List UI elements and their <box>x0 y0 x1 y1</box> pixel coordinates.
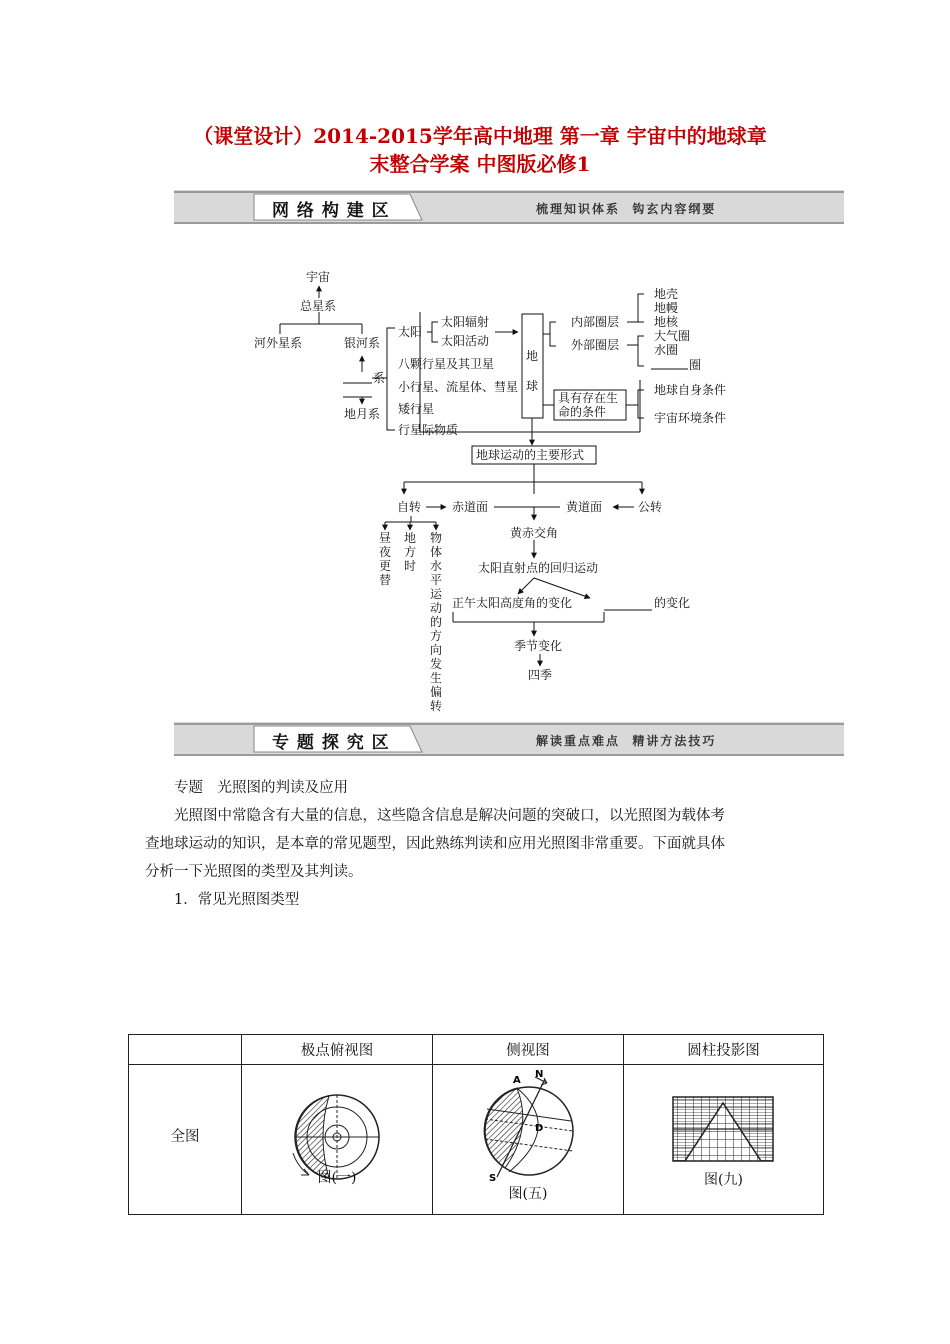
map-interplanetary: 行星际物质 <box>398 423 459 437</box>
map-mantle: 地幔 <box>654 301 679 315</box>
map-earth-moon: 地月系 <box>344 407 381 421</box>
map-change-of: 的变化 <box>654 596 691 610</box>
map-earth-char2: 球 <box>526 379 539 393</box>
map-crust: 地壳 <box>654 287 679 301</box>
title-line-1: （课堂设计）2014-2015学年高中地理 第一章 宇宙中的地球章 <box>193 124 767 148</box>
map-earth-char1: 地 <box>526 349 539 363</box>
map-planets: 八颗行星及其卫星 <box>398 357 495 371</box>
map-deflection-3: 平 <box>430 573 443 587</box>
map-activity: 太阳活动 <box>441 334 490 348</box>
table-header-empty <box>129 1035 242 1065</box>
side-view-cell <box>433 1065 624 1215</box>
map-inner-layers: 内部圈层 <box>571 315 620 329</box>
map-self-cond: 地球自身条件 <box>654 383 727 397</box>
map-life-cond-2: 命的条件 <box>558 405 607 419</box>
banner-tag: 专 题 探 究 区 <box>272 733 390 753</box>
document-title <box>130 122 830 178</box>
map-deflection-4: 运 <box>430 587 443 601</box>
row-label-text: 全图 <box>170 1129 200 1145</box>
map-revolution: 公转 <box>638 500 663 514</box>
map-outer-layers: 外部圈层 <box>571 338 620 352</box>
cylinder-view-cell <box>624 1065 824 1215</box>
cylinder-view-figure <box>669 1091 779 1171</box>
side-label-a: A <box>513 1075 521 1086</box>
body-line-2: 查地球运动的知识，是本章的常见题型，因此熟练判读和应用光照图非常重要。下面就具体 <box>145 836 725 852</box>
map-small-bodies: 小行星、流星体、彗星 <box>398 380 519 394</box>
map-daynight-0: 昼 <box>379 531 392 545</box>
map-subsolar: 太阳直射点的回归运动 <box>478 561 599 575</box>
map-motion-box: 地球运动的主要形式 <box>476 448 585 462</box>
side-label-d: D <box>535 1123 544 1134</box>
banner-tag: 网 络 构 建 区 <box>272 201 390 221</box>
map-ecliptic-plane: 黄道面 <box>566 500 603 514</box>
side-view-figure <box>473 1069 583 1187</box>
map-total-galaxy: 总星系 <box>300 299 337 313</box>
map-dwarf: 矮行星 <box>398 402 435 416</box>
caption-fig-1: 图(一) <box>317 1170 357 1186</box>
map-localtime-0: 地 <box>404 531 417 545</box>
polar-view-cell <box>242 1065 433 1215</box>
map-radiation: 太阳辐射 <box>441 315 490 329</box>
map-daynight-2: 更 <box>379 559 392 573</box>
map-deflection-9: 发 <box>430 657 443 671</box>
map-deflection-2: 水 <box>430 559 443 573</box>
caption-fig-9: 图(九) <box>704 1172 743 1188</box>
title-line-2: 末整合学案 中图版必修1 <box>369 152 591 176</box>
map-core: 地核 <box>654 315 679 329</box>
concept-map <box>240 262 727 713</box>
map-four-seasons: 四季 <box>528 668 553 682</box>
light-map-table <box>128 1034 824 1215</box>
map-equator-plane: 赤道面 <box>452 500 489 514</box>
item-1: 1．常见光照图类型 <box>174 892 300 908</box>
banner-network <box>174 190 844 224</box>
map-deflection-0: 物 <box>430 531 443 545</box>
map-cosmic-cond: 宇宙环境条件 <box>654 411 727 425</box>
body-line-1: 光照图中常隐含有大量的信息，这些隐含信息是解决问题的突破口，以光照图为载体考 <box>174 808 725 824</box>
map-deflection-8: 向 <box>430 643 443 657</box>
map-sun: 太阳 <box>398 325 423 339</box>
banner-topics <box>174 722 844 756</box>
map-noon-angle: 正午太阳高度角的变化 <box>452 596 573 610</box>
map-deflection-1: 体 <box>430 545 443 559</box>
map-system-blank: 系 <box>373 371 386 385</box>
map-atmosphere: 大气圈 <box>654 329 691 343</box>
map-rotation: 自转 <box>397 500 422 514</box>
map-deflection-12: 转 <box>430 699 443 713</box>
topic-heading: 专题 光照图的判读及应用 <box>174 780 348 796</box>
row-label <box>129 1065 242 1215</box>
map-deflection-11: 偏 <box>430 685 443 699</box>
table-header-cylinder: 圆柱投影图 <box>624 1035 824 1065</box>
banner-subtitle: 梳理知识体系 钩玄内容纲要 <box>536 202 717 216</box>
map-obliquity: 黄赤交角 <box>510 526 559 540</box>
banner-subtitle: 解读重点难点 精讲方法技巧 <box>536 734 717 748</box>
map-universe: 宇宙 <box>306 270 331 284</box>
map-daynight-3: 替 <box>379 573 392 587</box>
table-header-side: 侧视图 <box>433 1035 624 1065</box>
map-daynight-1: 夜 <box>379 545 392 559</box>
map-sphere-blank: 圈 <box>689 358 702 372</box>
map-extra-galaxy: 河外星系 <box>254 336 303 350</box>
map-deflection-10: 生 <box>430 671 443 685</box>
map-life-cond-1: 具有存在生 <box>558 391 619 405</box>
table-header-polar: 极点俯视图 <box>242 1035 433 1065</box>
caption-fig-5: 图(五) <box>508 1186 548 1202</box>
map-deflection-6: 的 <box>430 615 443 629</box>
map-localtime-1: 方 <box>404 545 417 559</box>
side-label-s: S <box>489 1173 497 1184</box>
map-localtime-2: 时 <box>404 559 417 573</box>
map-milky-way: 银河系 <box>344 336 381 350</box>
map-deflection-7: 方 <box>430 629 443 643</box>
map-deflection-5: 动 <box>430 601 443 615</box>
map-seasonal: 季节变化 <box>514 639 563 653</box>
body-line-3: 分析一下光照图的类型及其判读。 <box>145 864 363 880</box>
map-hydrosphere: 水圈 <box>654 343 679 357</box>
side-label-n: N <box>535 1069 544 1080</box>
